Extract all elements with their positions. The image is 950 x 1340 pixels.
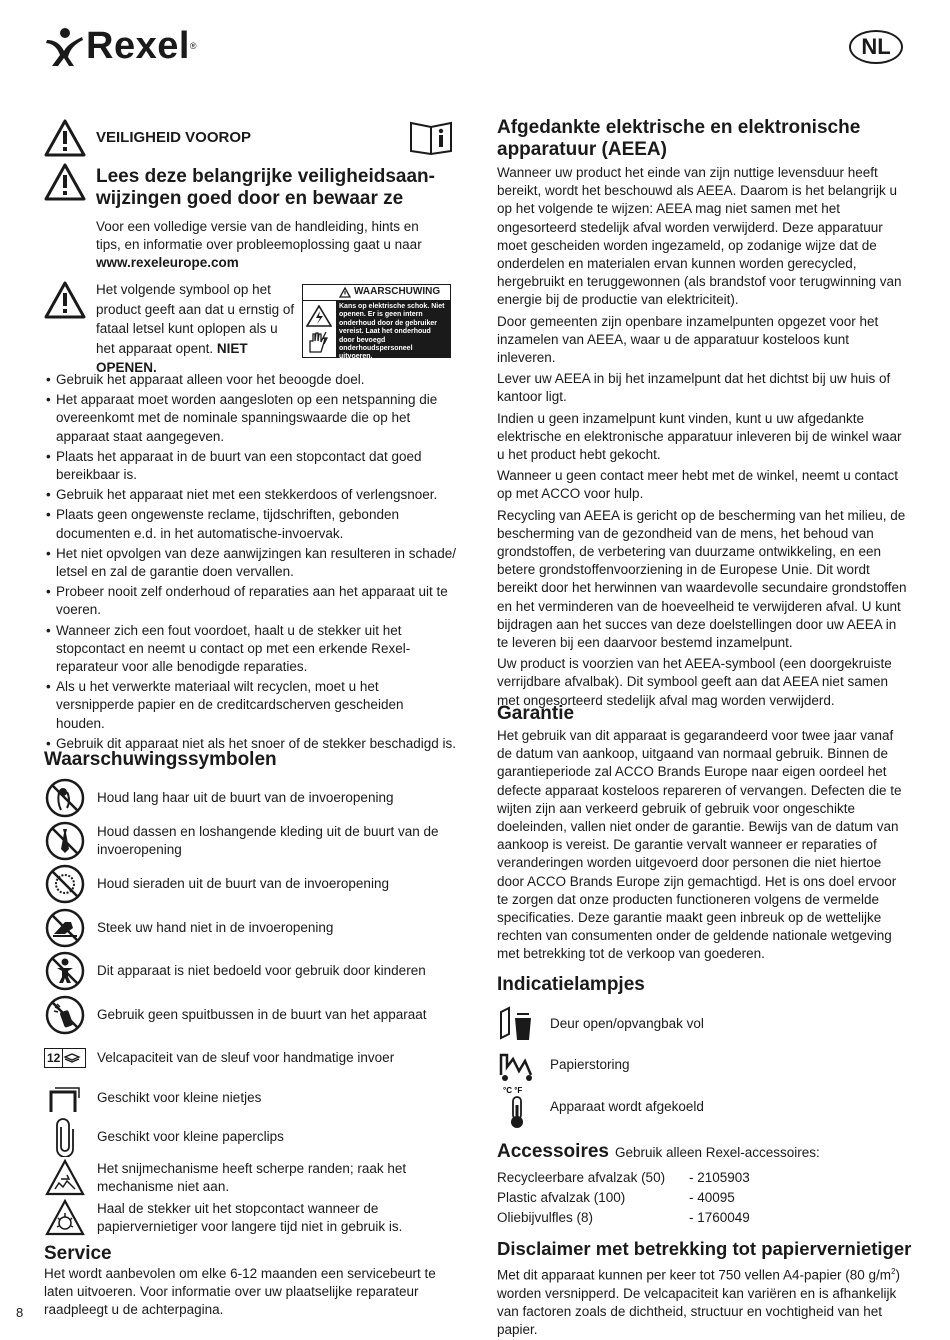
service-text: Het wordt aanbevolen om elke 6-12 maanden een servicebeurt te laten uitvoeren. Voor informatie over uw plaatselijke reparateur raadpleegt u de achterpagina. [44, 1266, 436, 1318]
disclaimer-text-part: ) worden versnipperd. De velcapaciteit kan variëren en is afhankelijk van factoren zoals de dichtheid, structuur en vochtigheid van het papier. [497, 1267, 900, 1338]
svg-text:°C °F: °C °F [503, 1086, 523, 1095]
aeea-paragraph: Recycling van AEEA is gericht op de bescherming van het milieu, de bescherming van de gezondheid van de mens, het behoud van grondstoffen, de verbetering van duurzame ontwikkeling, en een betere grondstoffenvoorziening in de Europese Unie. Dit wordt bereikt door het herwinnen van waardevolle secundaire grondstoffen en het verminderen van de hoeveelheid te verwijderen afval. U kunt bijdragen aan het succes van deze doelstellingen door uw AEEA in te leveren bij een daarvoor bestemd inzamelpunt. [497, 507, 907, 651]
guarantee-text: Het gebruik van dit apparaat is gegarandeerd voor twee jaar vanaf de datum van aankoop, uitgaand van normaal gebruik. Binnen de garantieperiode zal ACCO Brands Europe naar eigen oordeel het defecte apparaat kosteloos repareren of vervangen. Defecten die te wijten zijn aan verkeerd gebruik of gebruik voor ongeschikte doeleinden, vallen niet onder de garantie. Bewijs van de datum van aankoop is vereist. De garantie vervalt wanneer er reparaties of veranderingen worden uitgevoerd door personen die niet hiertoe door ACCO Brands Europe zijn gemachtigd. Het is ons doel ervoor te zorgen dat onze producten functioneren volgens de vermelde specificaties. Deze garantie maakt geen inbreuk op de wettelijke rechten van consumenten onder de geldende nationale wetgeving met betrekking tot de verkoop van goederen. [497, 728, 902, 962]
warning-symbol-row [44, 907, 444, 949]
safety-label: VEILIGHEID VOOROP [96, 129, 252, 146]
no-tie-icon [45, 821, 85, 861]
warning-symbol-text: Houd dassen en loshangende kleding uit de buurt van de invoeropening [97, 823, 439, 857]
symbol-note-text: Het volgende symbool op het product geeft aan dat u ernstig of fataal letsel kunt oplopen als u het apparaat opent. [96, 282, 295, 356]
intro-text: Voor een volledige versie van de handleiding, hints en tips, en informatie over probleemoplossing gaat u naar [96, 219, 422, 253]
disclaimer-text [497, 1263, 909, 1339]
language-badge: NL [849, 30, 903, 64]
warning-triangle-icon [44, 119, 86, 157]
paper-jam-icon [497, 1047, 537, 1083]
warning-symbol-row [44, 1157, 444, 1199]
paperclip-icon [45, 1117, 85, 1157]
website-link[interactable]: www.rexeleurope.com [96, 255, 239, 271]
warning-label [302, 284, 451, 361]
electric-shock-icon [306, 305, 332, 327]
manual-info-icon [409, 119, 453, 155]
indicators-title: Indicatielampjes [497, 974, 645, 995]
no-long-hair-icon [45, 778, 85, 818]
do-not-open-label: NIET OPENEN. [96, 340, 248, 375]
warning-triangle-icon [44, 163, 86, 201]
warning-symbols-title: Waarschuwingssymbolen [44, 749, 277, 770]
warning-label-header [303, 285, 450, 301]
warning-label-text: Kans op elektrische schok. Niet openen. Er is geen intern onderhoud door de gebruiker vereist. Laat het onderhoud door bevoegd onderhoudspersoneel uitvoeren. [336, 301, 450, 357]
warning-symbol-row [44, 1116, 444, 1158]
warning-symbol-text: Steek uw hand niet in de invoeropening [97, 919, 334, 935]
indicator-text: Deur open/opvangbak vol [550, 1015, 704, 1031]
aeea-title: Afgedankte elektrische en elektronische apparatuur (AEEA) [497, 117, 861, 160]
symbol-note [96, 280, 298, 378]
warning-symbol-row [44, 1197, 444, 1239]
aeea-paragraph: Indien u geen inzamelpunt kunt vinden, kunt u uw afgedankte elektrische en elektronische apparatuur inleveren bij de winkel waar u het product hebt gekocht. [497, 410, 902, 463]
no-spray-icon [45, 995, 85, 1035]
warning-symbol-text: Haal de stekker uit het stopcontact wanneer de papiervernietiger voor langere tijd niet in gebruik is. [97, 1200, 403, 1234]
aeea-paragraph: Wanneer u geen contact meer hebt met de winkel, neemt u contact op met ACCO voor hulp. [497, 468, 898, 502]
accessory-name: Plastic afvalzak (100) [497, 1190, 626, 1205]
list-item: • Gebruik dit apparaat niet als het snoer of de stekker beschadigd is. [46, 735, 456, 753]
indicator-text: Papierstoring [550, 1056, 630, 1072]
indicator-row [497, 1004, 704, 1044]
warning-symbol-row [44, 777, 444, 819]
accessory-code: - 2105903 [689, 1170, 750, 1185]
rexel-figure-icon [44, 26, 84, 66]
brand-logo [44, 24, 197, 68]
warning-symbol-text: Houd sieraden uit de buurt van de invoeropening [97, 875, 389, 891]
door-bin-icon [497, 1004, 537, 1044]
warning-symbol-row [44, 1077, 444, 1119]
accessory-name: Oliebijvulfles (8) [497, 1210, 594, 1225]
aeea-paragraph: Uw product is voorzien van het AEEA-symbool (een doorgekruiste verrijdbare afvalbak). Dit symbool geeft aan dat AEEA niet samen met ongesorteerd stedelijk afval mag worden verwijderd. [497, 656, 892, 708]
warning-symbol-text: Geschikt voor kleine nietjes [97, 1089, 262, 1105]
indicator-text: Apparaat wordt afgekoeld [550, 1098, 704, 1114]
accessory-code: - 40095 [689, 1190, 735, 1205]
guarantee-title: Garantie [497, 703, 575, 724]
list-item: • Wanneer zich een fout voordoet, haalt u de stekker uit het stopcontact en neemt u contact op met een erkende Rexel-reparateur voor alle benodigde reparaties. [46, 622, 456, 677]
brand-name: Rexel [86, 25, 190, 67]
warning-symbol-text: Gebruik geen spuitbussen in de buurt van het apparaat [97, 1006, 427, 1022]
warning-small-icon [339, 287, 351, 298]
safety-bullets [46, 371, 456, 755]
disclaimer-title: Disclaimer met betrekking tot papiervernietiger [497, 1238, 912, 1259]
accessories-list [497, 1168, 897, 1228]
aeea-paragraph: Lever uw AEEA in bij het inzamelpunt dat het dichtst bij uw huis of kantoor ligt. [497, 371, 891, 405]
list-item [497, 1208, 897, 1228]
list-item: • Als u het verwerkte materiaal wilt recyclen, moet u het versnipperde papier en de creditcardscherven gescheiden houden. [46, 678, 456, 733]
thermometer-icon [497, 1085, 537, 1129]
indicator-row [497, 1045, 630, 1085]
warning-symbol-row [44, 1037, 444, 1079]
aeea-paragraph: Wanneer uw product het einde van zijn nuttige levensduur heeft bereikt, wordt het beschouwd als AEEA. Daarom is het belangrijk u op het volgende te wijzen: AEEA mag niet samen met het ongesorteerd stedelijk afval worden verwijderd. Deze apparatuur moet gescheiden worden ingezameld, op zodanige wijze dat de onderdelen en materialen ervan kunnen worden gerecycled, hergebruikt en teruggewonnen (als brandstof voor terugwinning van energie bij de productie van elektriciteit). [497, 165, 902, 308]
aeea-body [497, 164, 907, 713]
accessory-name: Recycleerbare afvalzak (50) [497, 1170, 666, 1185]
warning-symbol-text: Het snijmechanisme heeft scherpe randen; raak het mechanisme niet aan. [97, 1160, 407, 1194]
warning-symbol-text: Velcapaciteit van de sleuf voor handmatige invoer [97, 1049, 395, 1065]
intro-block [96, 218, 436, 276]
warning-symbol-row [44, 820, 444, 862]
hand-shock-icon [306, 330, 332, 354]
sharp-edges-icon [45, 1159, 85, 1197]
accessory-code: - 1760049 [689, 1210, 750, 1225]
warning-symbol-row [44, 863, 444, 905]
list-item: • Het apparaat moet worden aangesloten op een netspanning die overeenkomt met de nominale spanningswaarde die op het apparaat staat aangegeven. [46, 391, 456, 446]
no-hand-icon [45, 908, 85, 948]
service-title: Service [44, 1243, 112, 1264]
disclaimer-text-part: Met dit apparaat kunnen per keer tot 750 vellen A4-papier (80 g/m [497, 1267, 891, 1283]
accessories-subtitle: Gebruik alleen Rexel-accessoires: [614, 1145, 820, 1160]
warning-triangle-icon [44, 281, 86, 319]
warning-symbol-text: Geschikt voor kleine paperclips [97, 1128, 284, 1144]
no-jewelry-icon [45, 864, 85, 904]
list-item: • Het niet opvolgen van deze aanwijzingen kan resulteren in schade/ letsel en zal de garantie doen vervallen. [46, 545, 456, 581]
warning-symbol-text: Houd lang haar uit de buurt van de invoeropening [97, 789, 394, 805]
aeea-paragraph: Door gemeenten zijn openbare inzamelpunten opgezet voor het inzamelen van AEEA, waar u de apparatuur kosteloos kunt inleveren. [497, 313, 879, 366]
list-item: • Gebruik het apparaat niet met een stekkerdoos of verlengsnoer. [46, 486, 456, 504]
registered-mark: ® [189, 40, 197, 51]
list-item: • Plaats het apparaat in de buurt van een stopcontact dat goed bereikbaar is. [46, 448, 456, 484]
indicator-row [497, 1085, 704, 1129]
superscript: 2 [891, 1267, 896, 1276]
unplug-icon [45, 1199, 85, 1237]
list-item: • Gebruik het apparaat alleen voor het beoogde doel. [46, 371, 456, 389]
page-number: 8 [16, 1305, 24, 1320]
list-item [497, 1188, 897, 1208]
list-item: • Probeer nooit zelf onderhoud of reparaties aan het apparaat uit te voeren. [46, 583, 456, 619]
warning-symbol-row [44, 950, 444, 992]
warning-symbol-row [44, 994, 444, 1036]
sheet-capacity-icon: 12 [44, 1048, 86, 1068]
warning-symbol-text: Dit apparaat is niet bedoeld voor gebruik door kinderen [97, 962, 426, 978]
safety-title: Lees deze belangrijke veiligheidsaan-wijzingen goed door en bewaar ze [96, 166, 435, 209]
accessories-title: Accessoires [497, 1141, 609, 1162]
warning-label-title: WAARSCHUWING [354, 286, 441, 298]
list-item: • Plaats geen ongewenste reclame, tijdschriften, gebonden documenten e.d. in het automatische-invoervak. [46, 506, 456, 542]
list-item [497, 1168, 897, 1188]
accessories-header [497, 1141, 820, 1163]
staple-icon [45, 1078, 85, 1118]
no-children-icon [45, 951, 85, 991]
